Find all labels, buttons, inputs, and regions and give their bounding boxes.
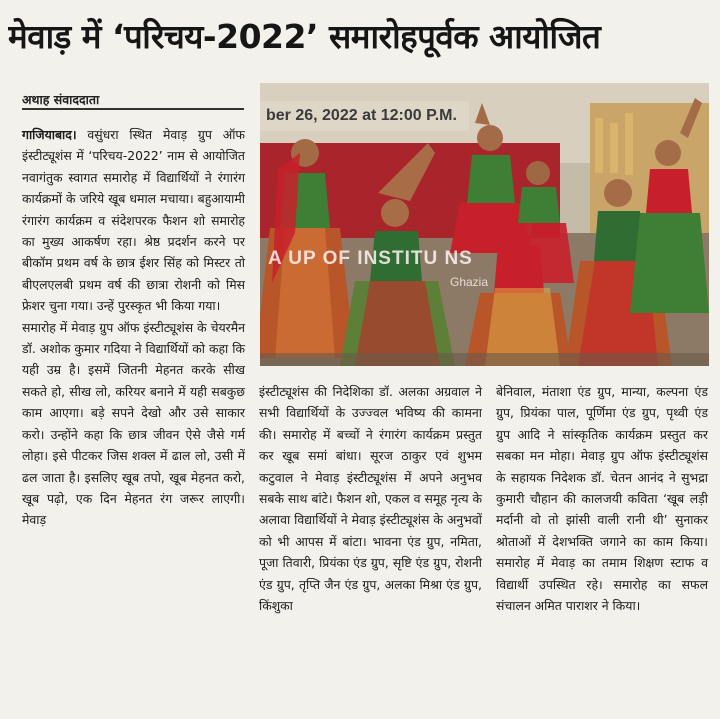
paragraph-1-text: वसुंधरा स्थित मेवाड़ ग्रुप ऑफ इंस्टीट्यूशंस में ‘परिचय-2022’ नाम से आयोजित नवागंतुक स्वागत समारोह में विद्यार्थियों ने रंगारंग कार्यक्रमों के जरिये खूब धमाल मचाया। बहुआयामी रंगारंग कार्यक्रम व संदेशपरक फैशन शो समारोह का मुख्य आकर्षण रहा। श्रेष्ठ प्रदर्शन करने पर बीकॉम प्रथम वर्ष के छात्र ईशर सिंह को मिस्टर तो बीएलएलबी प्रथम वर्ष की छात्रा रोशनी को मिस फ्रेशर चुना गया। उन्हें पुरस्कृत भी किया गया। bbox=[22, 127, 245, 314]
article-column-3 bbox=[496, 381, 708, 616]
article-column-2 bbox=[259, 381, 482, 616]
headline: मेवाड़ में ‘परिचय-2022’ समारोहपूर्वक आयोजित bbox=[8, 17, 601, 56]
photo-sign-subtext: Ghazia bbox=[450, 275, 489, 289]
photo-sign-text: A UP OF INSTITU NS bbox=[268, 248, 473, 269]
article-paragraph-2: समारोह में मेवाड़ ग्रुप ऑफ इंस्टीट्यूशंस के चेयरमैन डॉ. अशोक कुमार गदिया ने विद्यार्थियों को कहा कि यही उम्र है। इसमें जितनी मेहनत करके सीख सकते हो, सीख लो, करियर बनाने में यही सबकुछ काम आएगा। बड़े सपने देखो और उसे साकार करो। उन्होंने कहा कि छात्र जीवन ऐसे जैसे गर्म लोहा। इसे पीटकर जिस शक्ल में ढाल लो, उसी में ढल जाता है। इसलिए खूब तपो, खूब मेहनत करो, खूब पढ़ो, एक दिन मेहनत रंग जरूर लाएगी। मेवाड़ bbox=[22, 319, 245, 528]
dateline-place: गाजियाबाद। bbox=[22, 127, 77, 142]
byline: अथाह संवाददाता bbox=[22, 92, 100, 107]
photo-banner-text: ber 26, 2022 at 12:00 P.M. bbox=[260, 101, 469, 131]
column-3-text: बेनिवाल, मंताशा एंड ग्रुप, मान्या, कल्पना एंड ग्रुप, प्रियंका पाल, पूर्णिमा एंड ग्रुप, पृथ्वी एंड ग्रुप आदि ने सांस्कृतिक कार्यक्रम प्रस्तुत कर सबका मन मोहा। मेवाड़ ग्रुप ऑफ इंस्टीट्यूशंस के सहायक निदेशक डॉ. चेतन आनंद ने सुभद्रा कुमारी चौहान की कालजयी कविता ‘खूब लड़ी मर्दानी वो तो झांसी वाली रानी थी’ सुनाकर श्रोताओं में देशभक्ति जगाने का काम किया। समारोह में मेवाड़ का तमाम शिक्षण स्टाफ व विद्यार्थी उपस्थित रहे। समारोह का सफल संचालन अमित पाराशर ने किया। bbox=[496, 384, 708, 614]
article-column-1 bbox=[22, 124, 245, 531]
article-paragraph-1 bbox=[22, 124, 245, 317]
dance-photo bbox=[260, 83, 709, 366]
column-2-text: इंस्टीट्यूशंस की निदेशिका डॉ. अलका अग्रवाल ने सभी विद्यार्थियों के उज्ज्वल भविष्य की कामना की। समारोह में बच्चों ने रंगारंग कार्यक्रम प्रस्तुत कर खूब समां बांधा। सूरज ठाकुर एवं शुभम कटुवाल ने मेवाड़ इंस्टीट्यूशंस में अपने अनुभव सबके साथ बांटे। फैशन शो, एकल व समूह नृत्य के अलावा विद्यार्थियों ने मेवाड़ इंस्टीट्यूशंस के अनुभवों को भी आपस में बांटा। भावना एंड ग्रुप, नमिता, पूजा तिवारी, प्रियंका एंड ग्रुप, सृष्टि एंड ग्रुप, रोशनी एंड ग्रुप, तृप्ति जैन एंड ग्रुप, अलका मिश्रा एंड ग्रुप, किंशुका bbox=[259, 384, 482, 614]
byline-rule bbox=[22, 108, 244, 110]
